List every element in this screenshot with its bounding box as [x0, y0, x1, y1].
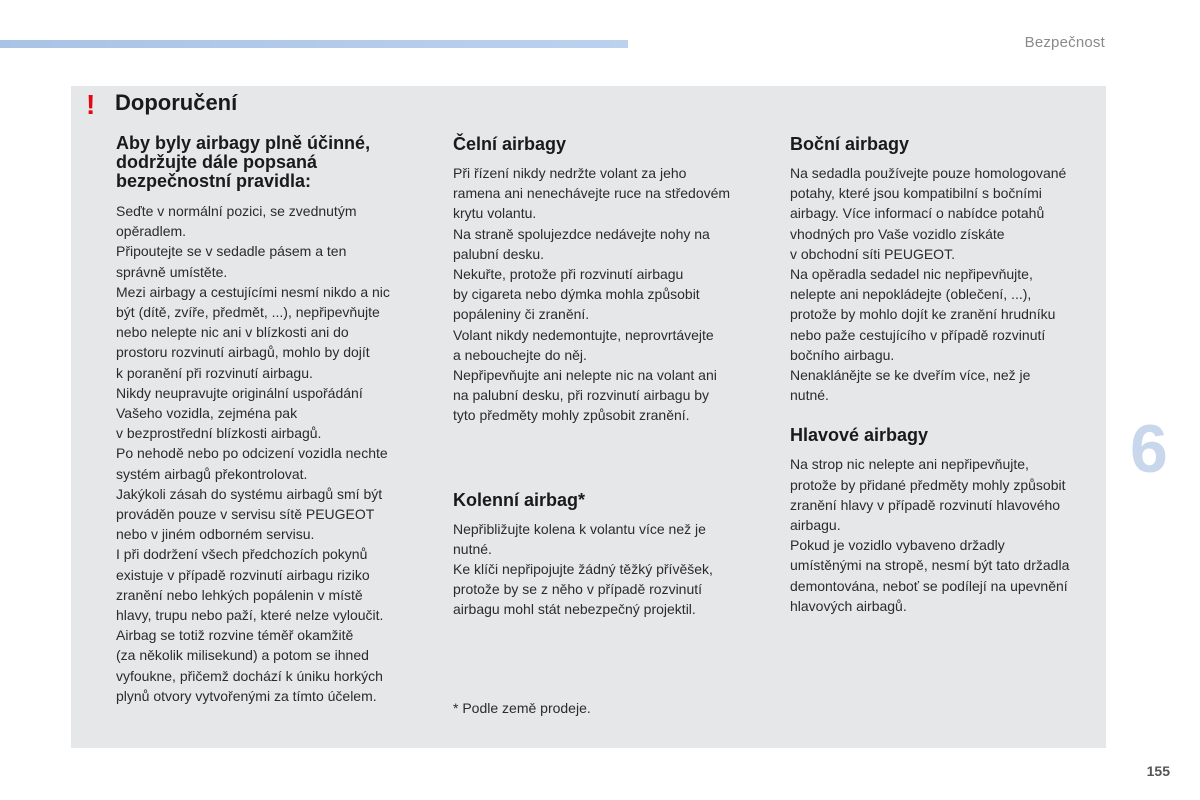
exclamation-icon: !	[86, 89, 96, 120]
knee-airbag-text-2: Ke klíči nepřipojujte žádný těžký přívěšek, protože by se z něho v případě rozvinutí airbagu mohl stát nebezpečný projektil.	[453, 561, 713, 618]
head-airbags-heading: Hlavové airbagy	[790, 425, 929, 446]
knee-airbag-text-1: Nepřibližujte kolena k volantu více než je nutné.	[453, 520, 706, 557]
side-airbags-heading: Boční airbagy	[790, 134, 910, 154]
column-front-knee	[453, 134, 765, 620]
front-airbags-heading: Čelní airbagy	[453, 134, 567, 154]
front-airbags-text: Při řízení nikdy nedržte volant za jeho ramena ani nenechávejte ruce na středovém krytu volantu. Na straně spolujezdce nedávejte nohy na palubní desku. Nekuřte, protože při rozvinutí airbagu by cigareta nebo dýmka mohla způsobit popáleniny či zranění. Volant nikdy nedemontujte, neprovrtávejte a nebouchejte do něj. Nepřipevňujte ani nelepte nic na volant ani na palubní desku, při rozvinutí airbagu by tyto předměty mohly způsobit zranění.	[453, 165, 731, 424]
side-airbags-text: Na sedadla používejte pouze homologované potahy, které jsou kompatibilní s bočními airbagy. Více informací o nabídce potahů vhodných pro Vaše vozidlo získáte v obchodní síti PEUGEOT. Na opěradla sedadel nic nepřipevňujte, nelepte ani nepokládejte (oblečení, ...), protože by mohlo dojít ke zranění hrudníku nebo paže cestujícího v případě rozvinutí bočního airbagu. Nenaklánějte se ke dveřím více, než je nutné.	[790, 165, 1067, 404]
general-rules-heading: Aby byly airbagy plně účinné, dodržujte dále popsaná bezpečnostní pravidla:	[116, 133, 371, 191]
header-accent-bar	[0, 40, 628, 48]
section-title: Bezpečnost	[1024, 34, 1105, 51]
page-number: 155	[1146, 763, 1170, 779]
general-rules-text: Seďte v normální pozici, se zvednutým opěradlem. Připoutejte se v sedadle pásem a ten správně umístěte. Mezi airbagy a cestujícími nesmí nikdo a nic být (dítě, zvíře, předmět, ...), nepřipevňujte nebo nelepte nic ani v blízkosti ani do prostoru rozvinutí airbagů, mohlo by dojít k poranění při rozvinutí airbagu. Nikdy neupravujte originální uspořádání Vašeho vozidla, zejména pak v bezprostřední blízkosti airbagů. Po nehodě nebo po odcizení vozidla nechte systém airbagů překontrolovat. Jakýkoli zásah do systému airbagů smí být prováděn pouze v servisu sítě PEUGEOT nebo v jiném odborném servisu. I při dodržení všech předchozích pokynů existuje v případě rozvinutí airbagu riziko zranění nebo lehkých popálenin v místě hlavy, trupu nebo paží, které nelze vyloučit. Airbag se totiž rozvine téměř okamžitě (za několik milisekund) a potom se ihned vyfoukne, přičemž dochází k úniku horkých plynů otvory vytvořenými za tímto účelem.	[116, 203, 390, 704]
footnote: * Podle země prodeje.	[453, 700, 591, 716]
chapter-number: 6	[1130, 411, 1168, 487]
column-general-rules	[116, 134, 426, 706]
head-airbags-text: Na strop nic nelepte ani nepřipevňujte, protože by přidané předměty mohly způsobit zranění hlavy v případě rozvinutí hlavového airbagu. Pokud je vozidlo vybaveno držadly umístěnými na stropě, nesmí být tato držadla demontována, neboť se podílejí na upevnění hlavových airbagů.	[790, 456, 1070, 614]
knee-airbag-heading: Kolenní airbag*	[453, 489, 586, 510]
panel-title: Doporučení	[115, 90, 238, 115]
column-side-head	[790, 134, 1102, 616]
